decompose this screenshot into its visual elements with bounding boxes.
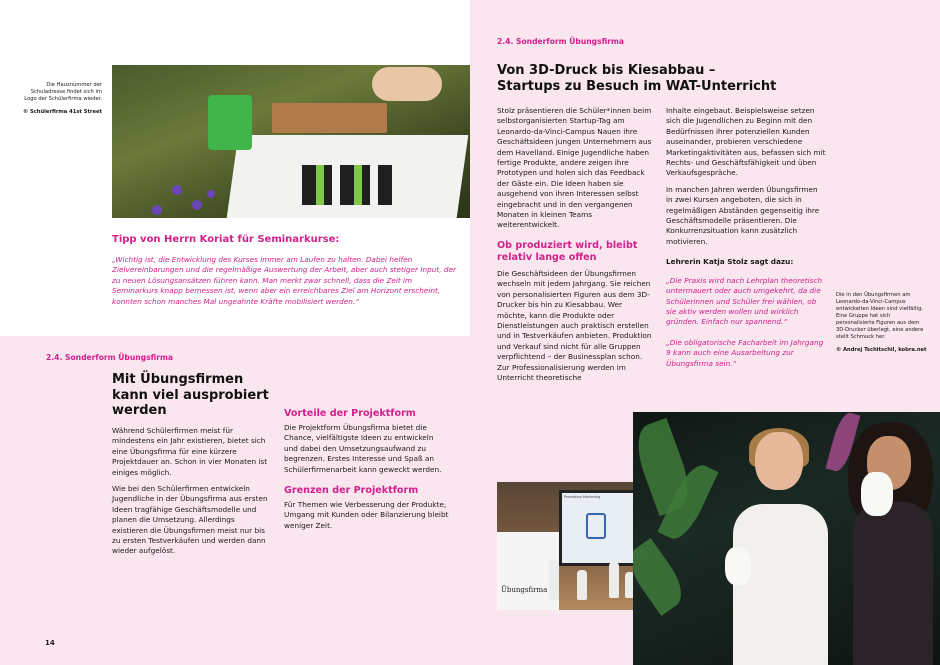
- page-number: 14: [45, 639, 55, 647]
- right-subhead: Ob produziert wird, bleibt relativ lange offen: [497, 239, 638, 263]
- side-caption: [836, 292, 928, 354]
- photo-box-label: Übungsfirma: [501, 586, 548, 594]
- right-column-1: [497, 106, 652, 383]
- paragraph: Wie bei den Schülerfirmen entwickeln Jugendliche in der Übungsfirma aus ersten Ideen tragfähige Geschäftsmodelle und planen die Umsetzung. Allerdings existieren die Übungsfirmen meist nur bis zu ersten Testverkäufen und werden dann wieder aufgelöst.: [112, 484, 268, 556]
- paragraph: Während Schülerfirmen meist für mindestens ein Jahr existieren, bietet sich eine Übungsfirma für eine kürzere Projektdauer an. Schon in vier Monaten ist einiges möglich.: [112, 426, 268, 477]
- paragraph: In manchen Jahren werden Übungsfirmen in zwei Kursen angeboten, die sich in regelmäßigen Abständen gegenseitig ihre Geschäftsmodelle präsentieren. Die Konkurrenzsituation kann zusätzlich motivieren.: [666, 184, 820, 246]
- headline-left: Mit Übungsfirmen kann viel ausprobiert werden: [112, 372, 269, 418]
- left-column-1: [112, 426, 272, 563]
- caption-text: Die Hausnummer der Schuladresse findet sich im Logo der Schülerfirma wieder.: [24, 82, 102, 102]
- section-label-left: 2.4. Sonderform Übungsfirma: [46, 353, 174, 362]
- caption-credit: © Schülerfirma 41st Street: [22, 109, 102, 115]
- limits-text: Für Themen wie Verbesserung der Produkte, Umgang mit Kunden oder Bilanzierung bleibt weniger Zeit.: [284, 500, 449, 530]
- limits-heading: Grenzen der Projektform: [284, 485, 419, 497]
- advantages-heading: Vorteile der Projektform: [284, 408, 416, 419]
- teacher-label: Lehrerin Katja Stolz sagt dazu:: [666, 257, 794, 267]
- side-caption-text: Die in den Übungsfirmen am Leonardo-da-Vinci-Campus entwickelten Ideen sind vielfältig. Eine Gruppe hat sich personalisierte Figuren aus dem 3D-Drucker überlegt, eine andere stellt Schmuck her.: [836, 292, 924, 340]
- section-label-right: 2.4. Sonderform Übungsfirma: [497, 37, 625, 46]
- side-caption-credit: © Andrej Tschitschil, kobra.net: [836, 347, 927, 353]
- headline-line: Von 3D-Druck bis Kiesabbau –: [497, 63, 716, 78]
- paragraph: Inhalte eingebaut. Beispielsweise setzen sich die Jugendlichen zu Beginn mit den Bedürfnissen ihrer potenziellen Kunden auseinander, probieren verschiedene Marketingaktivitäten aus, befassen sich mit Rechts- und Geschäftsfähigkeit und üben Verkaufsgespräche.: [666, 106, 826, 178]
- photo-3d-figures: [497, 482, 643, 610]
- tip-heading: Tipp von Herrn Koriat für Seminarkurse:: [112, 234, 340, 245]
- intro-text: Stolz präsentieren die Schüler*innen beim selbstorganisierten Startup-Tag am Leonardo-da-Vinci-Campus Nauen ihre Geschäftsideen jungen Unternehmern aus dem Havelland. Einige Jugendliche haben fertige Produkte, andere zeigen ihre Prototypen und holen sich das Feedback der Gäste ein. Die Ideen haben sie ausgehend von ihren Interessen selbst eingebracht und in den vergangenen Monaten in kleinen Teams weiterentwickelt.: [497, 106, 652, 230]
- teacher-quote-2: „Die obligatorische Facharbeit im Jahrgang 9 kann auch eine Ausarbeitung zur Übungsfirma sein.“: [666, 337, 824, 368]
- right-column-2: [666, 106, 826, 375]
- headline-line: Startups zu Besuch im WAT-Unterricht: [497, 78, 777, 94]
- left-column-2: [284, 408, 449, 531]
- advantages-text: Die Projektform Übungsfirma bietet die Chance, vielfältigste Ideen zu entwickeln und dabei den Umsetzungsaufwand zu begrenzen. Erstes Interesse und Spaß an Schülerfirmenarbeit kann geweckt werden.: [284, 423, 442, 474]
- tip-quote: „Wichtig ist, die Entwicklung des Kurses immer am Laufen zu halten. Dabei helfen Zielvereinbarungen und die regelmäßige Auswertung der Arbeit, aber auch stetiger Input, der zu neuen Lösungsansätzen führen kann. Man merkt zwar schnell, dass die Zeit im Seminarkurs knapp bemessen ist, wenn aber ein erreichbares Ziel am Horizont erscheint, konnten schon manches Mal ungeahnte Kräfte mobilisiert werden.“: [112, 255, 456, 306]
- photo-caption: [20, 82, 102, 116]
- teacher-quote-1: „Die Praxis wird nach Lehrplan theoretisch untermauert oder auch umgekehrt, da die Schülerinnen und Schüler frei wählen, ob sie aktiv werden wollen und wirklich gründen. Einfach nur spannend.“: [666, 275, 823, 327]
- photo-students: [633, 412, 940, 665]
- photo-screen-label: Promotion Marketing: [564, 495, 601, 499]
- headline-right: [497, 63, 797, 94]
- right-body-text: Die Geschäftsideen der Übungsfirmen wechseln mit jedem Jahrgang. Sie reichen von personalisierten Figuren aus dem 3D-Drucker bis hin zu Kiesabbau. Wer möchte, kann die Produkte oder Dienstleistungen auch praktisch erstellen und in Testverkäufen anbieten. Produktion und Verkauf sind nicht für alle Gruppen verpflichtend – der Businessplan schon. Zur Professionalisierung werden im Unterricht theoretische: [497, 268, 652, 382]
- photo-screen-printing: [112, 65, 470, 218]
